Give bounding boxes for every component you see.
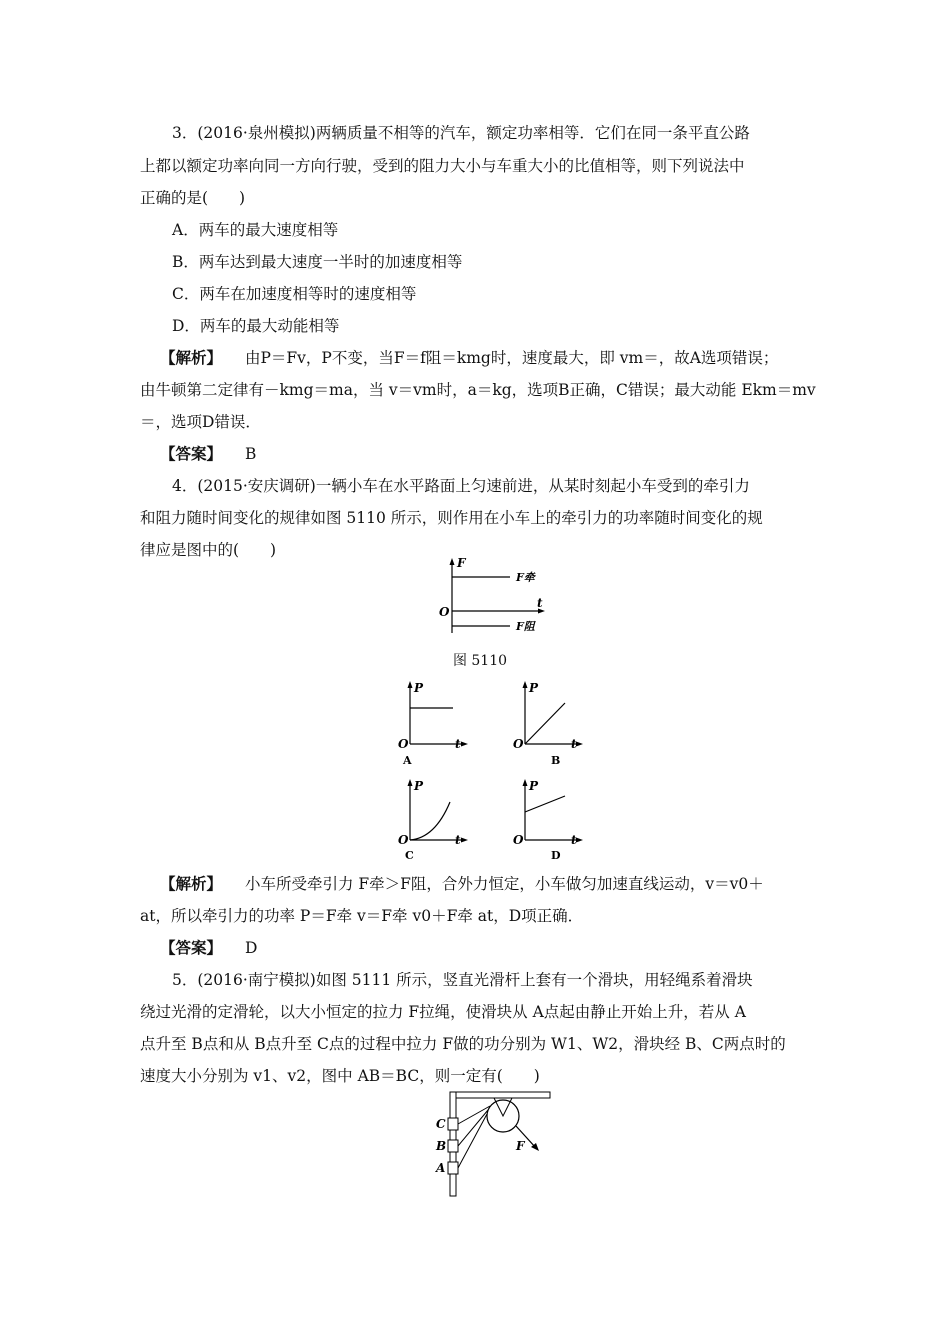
fig-5111-label-c: C: [436, 1117, 446, 1131]
q3-analysis-line1: [160, 348, 778, 368]
fig-5110-label-t: t: [537, 596, 543, 610]
graph-b-label-o: O: [513, 737, 524, 751]
fig-5111-slider-c: [448, 1118, 458, 1130]
fig-5110-caption: 图 5110: [452, 653, 508, 669]
q3-analysis-line3: ＝，选项D错误．: [140, 413, 261, 431]
graph-a-label-o: O: [398, 737, 409, 751]
q3-answer-line: [160, 444, 256, 464]
graph-b-label-p: P: [529, 681, 539, 695]
fig-5111-slider-a: [448, 1162, 458, 1174]
q4-analysis-line2: at，所以牵引力的功率 P＝F牵 v＝F牵 v0＋F牵 at，D项正确．: [140, 907, 584, 925]
q3-stem-line1: 3．(2016·泉州模拟)两辆质量不相等的汽车，额定功率相等．它们在同一条平直公路: [172, 124, 750, 142]
graph-b-label-t: t: [571, 737, 577, 751]
fig-5110-label-o: O: [439, 605, 450, 619]
graph-d-label-o: O: [513, 833, 524, 847]
fig-5110-y-arrow: [450, 558, 455, 565]
q4-analysis-text1: 小车所受牵引力 F牵＞F阻，合外力恒定，小车做匀加速直线运动，v＝v0＋: [244, 875, 764, 893]
q4-analysis-tag: 【解析】: [160, 874, 223, 893]
graph-d-label-p: P: [529, 779, 539, 793]
q5-stem-line2: 绕过光滑的定滑轮，以大小恒定的拉力 F拉绳，使滑块从 A点起由静止开始上升，若从 A: [140, 1003, 746, 1021]
graph-c-label-p: P: [414, 779, 424, 793]
graph-a: [398, 681, 468, 767]
graph-b: [513, 681, 583, 767]
graph-c-label-o: O: [398, 833, 409, 847]
fig-5110-label-f: F: [457, 556, 466, 570]
figure-5110: [430, 555, 550, 640]
fig-5110-label-fq: F牵: [516, 571, 535, 584]
graph-a-label-t: t: [455, 737, 461, 751]
fig-5111-slider-b: [448, 1140, 458, 1152]
q3-option-d: D．两车的最大动能相等: [172, 317, 340, 335]
graph-c-caption: C: [405, 849, 414, 862]
fig-5111-label-a: A: [436, 1161, 446, 1175]
graph-a-label-p: P: [414, 681, 424, 695]
q4-stem-line1: 4．(2015·安庆调研)一辆小车在水平路面上匀速前进，从某时刻起小车受到的牵引力: [172, 477, 750, 495]
q4-analysis-line1: [160, 874, 764, 894]
q3-stem-line3: 正确的是( ): [140, 189, 246, 207]
q4-answer-tag: 【答案】: [160, 938, 223, 957]
fig-5111-label-f: F: [516, 1139, 525, 1153]
q5-stem-line4: 速度大小分别为 v1、v2，图中 AB＝BC，则一定有( ): [140, 1067, 540, 1085]
q4-answer: D: [244, 939, 258, 957]
q5-stem-line1: 5．(2016·南宁模拟)如图 5111 所示，竖直光滑杆上套有一个滑块，用轻绳系着滑块: [172, 971, 753, 989]
graph-d-caption: D: [551, 849, 561, 862]
graph-d-label-t: t: [571, 833, 577, 847]
q4-stem-line2: 和阻力随时间变化的规律如图 5110 所示，则作用在小车上的牵引力的功率随时间变化的规: [140, 509, 763, 527]
fig-5111-label-b: B: [436, 1139, 447, 1153]
q4-answer-line: [160, 938, 257, 958]
graph-c-label-t: t: [455, 833, 461, 847]
fig-5110-label-fz: F阻: [516, 620, 535, 633]
q3-option-b: B．两车达到最大速度一半时的加速度相等: [172, 253, 463, 271]
q3-option-c: C．两车在加速度相等时的速度相等: [172, 285, 417, 303]
q3-analysis-line2: 由牛顿第二定律有－kmg＝ma，当 v＝vm时，a＝kg，选项B正确，C错误；最大动能 Ekm＝mv: [140, 381, 816, 399]
q3-option-a: A．两车的最大速度相等: [172, 221, 339, 239]
q3-answer: B: [244, 445, 257, 463]
q5-stem-line3: 点升至 B点和从 B点升至 C点的过程中拉力 F做的功分别为 W1、W2，滑块经 B、C两点时的: [140, 1035, 786, 1053]
fig-5111-rope-c: [458, 1106, 490, 1124]
q3-analysis-text1: 由P＝Fv，P不变，当F＝f阻＝kmg时，速度最大，即 vm＝，故A选项错误；: [244, 349, 779, 367]
graph-a-caption: A: [403, 754, 412, 767]
figure-5111: [420, 1088, 560, 1198]
q4-stem-line3: 律应是图中的( ): [140, 541, 277, 559]
graph-c: [398, 779, 468, 862]
graph-d: [513, 779, 583, 862]
q3-analysis-tag: 【解析】: [160, 348, 223, 367]
choice-graphs: [395, 678, 595, 868]
q3-stem-line2: 上都以额定功率向同一方向行驶，受到的阻力大小与车重大小的比值相等，则下列说法中: [140, 157, 745, 175]
q3-answer-tag: 【答案】: [160, 444, 223, 463]
graph-b-caption: B: [551, 754, 561, 767]
fig-5111-ceiling: [456, 1092, 550, 1098]
